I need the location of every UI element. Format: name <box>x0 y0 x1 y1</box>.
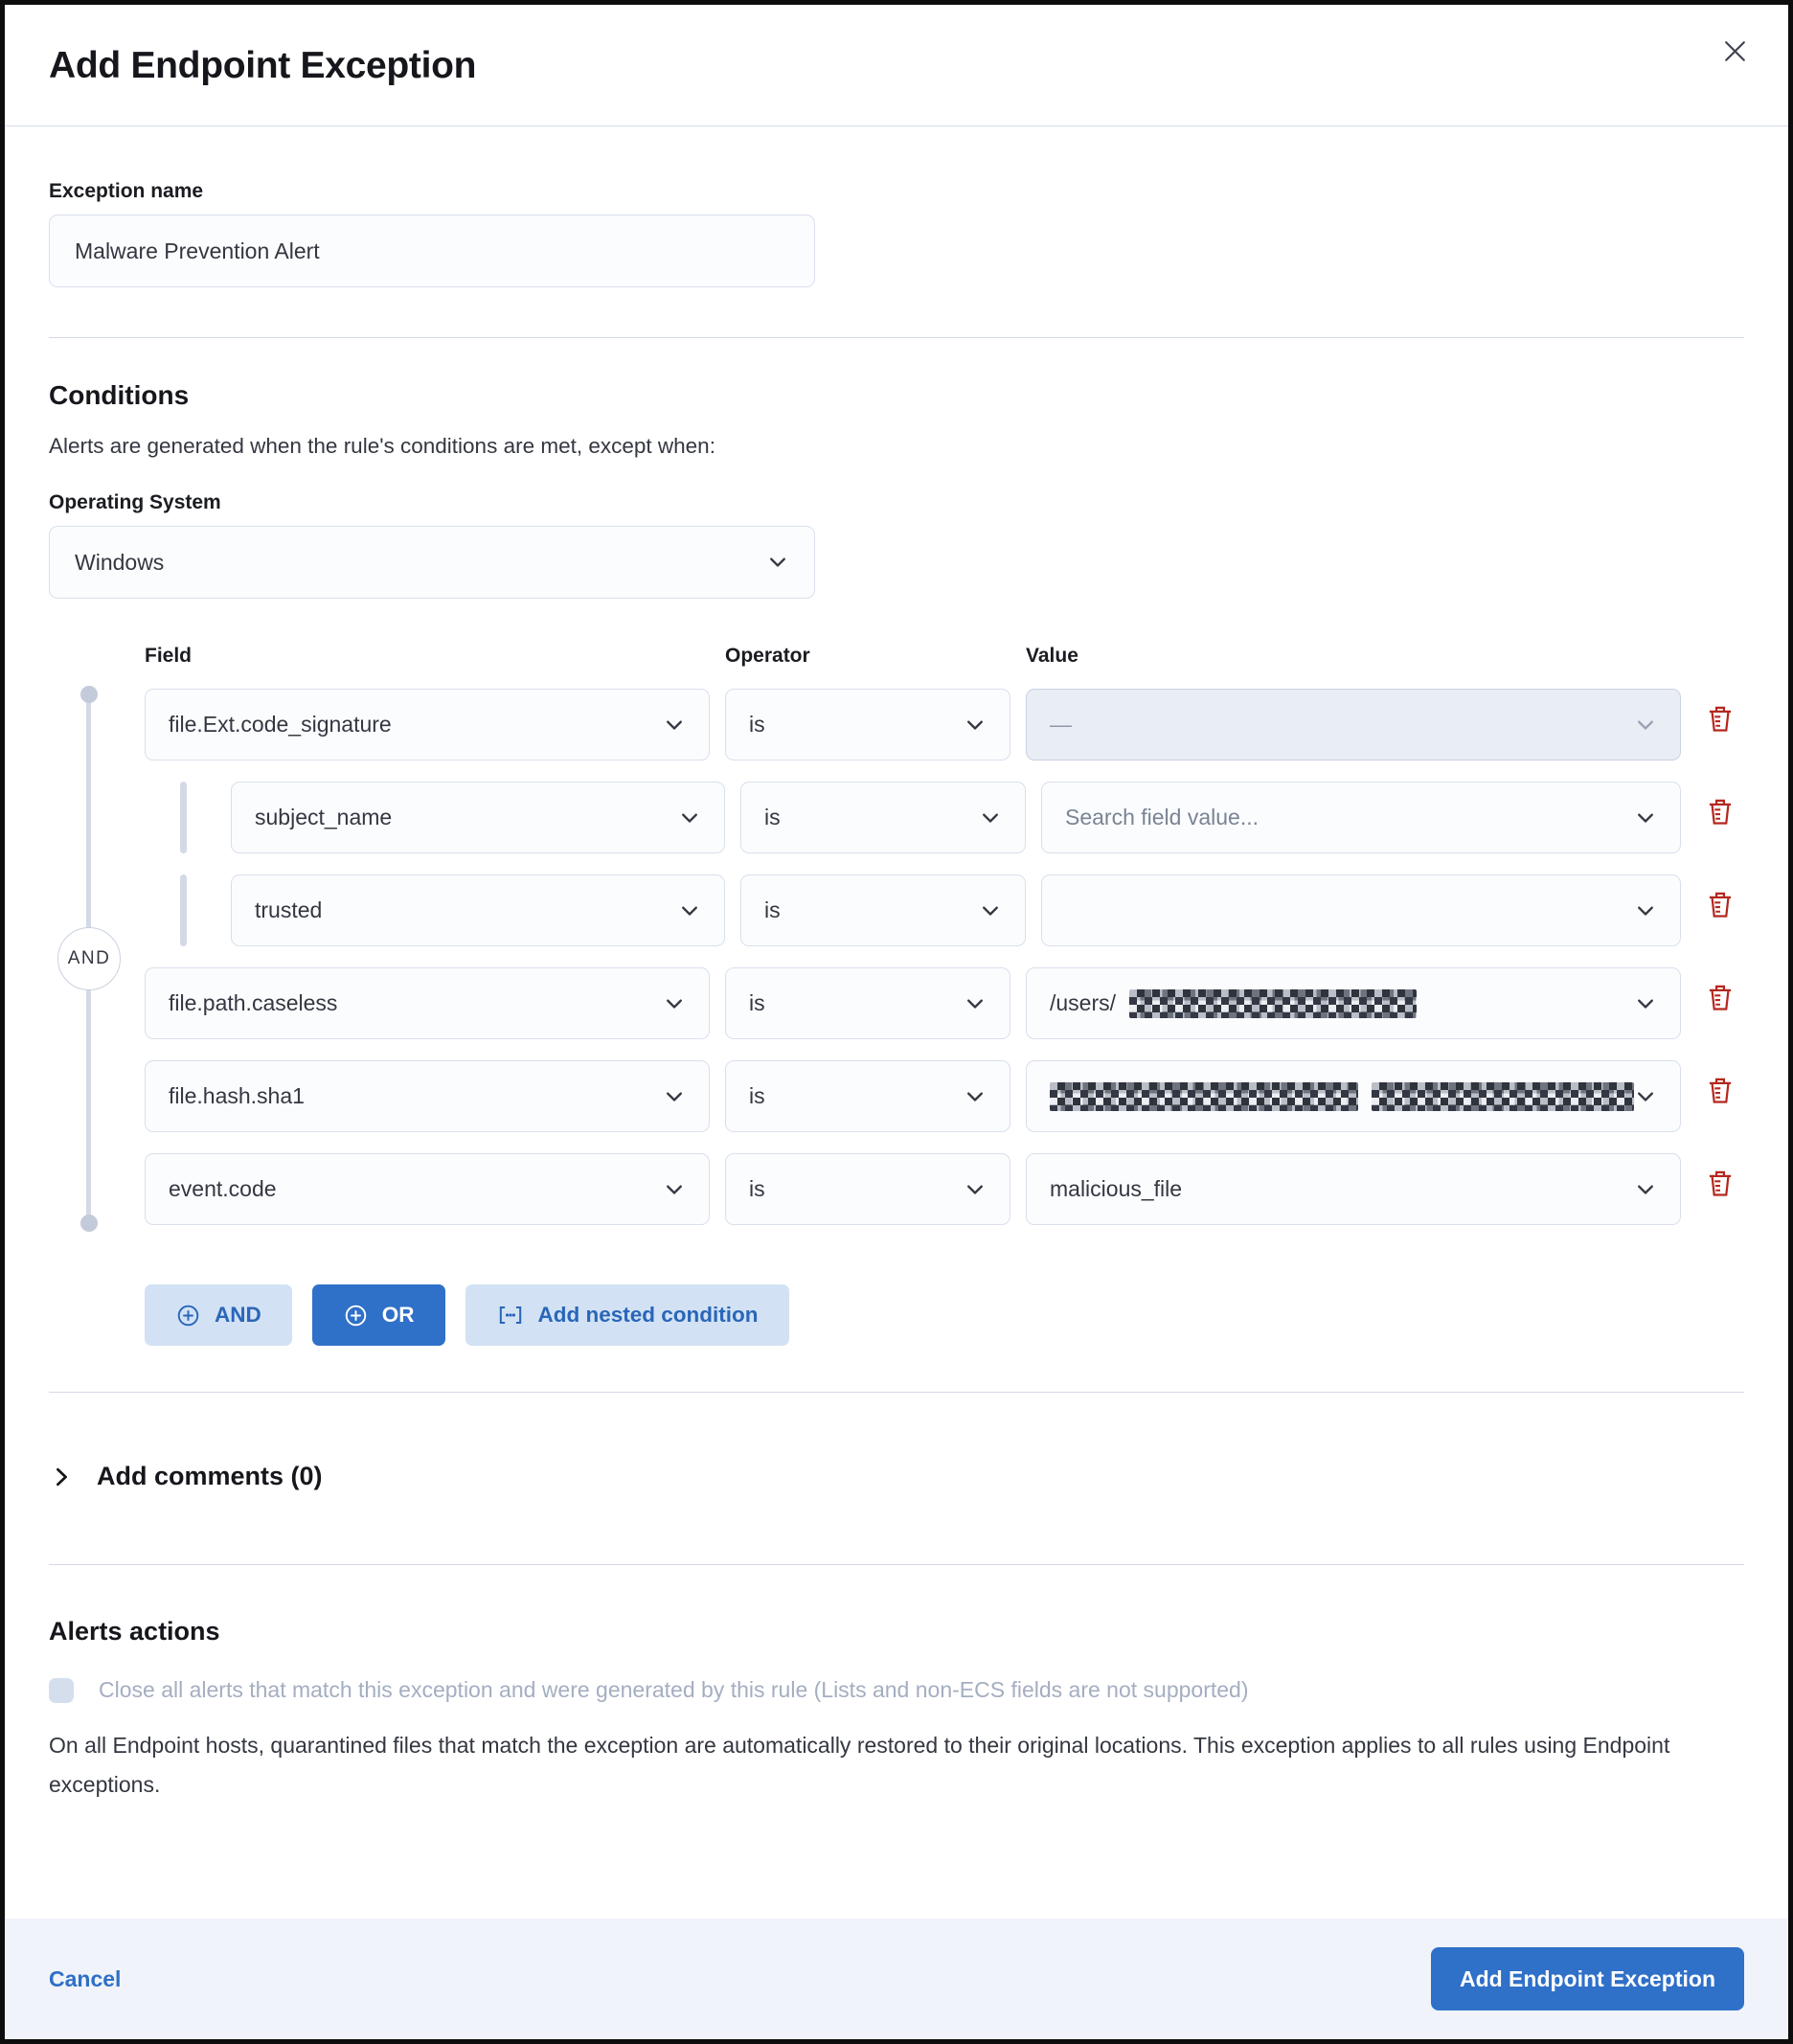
and-connector-badge: AND <box>57 927 121 990</box>
condition-row <box>145 1153 1744 1225</box>
chevron-down-icon <box>1634 806 1657 829</box>
chevron-down-icon <box>979 806 1002 829</box>
alerts-actions-description: On all Endpoint hosts, quarantined files that match the exception are automatically restored to their original locations. This exception applies to all rules using Endpoint exceptions. <box>49 1733 1670 1798</box>
chevron-down-icon <box>1634 1178 1657 1201</box>
exception-name-value: Malware Prevention Alert <box>75 238 320 263</box>
operator-select[interactable]: is <box>725 967 1010 1039</box>
add-comments-label: Add comments (0) <box>97 1462 323 1490</box>
chevron-down-icon <box>678 899 701 922</box>
chevron-down-icon <box>1634 899 1657 922</box>
delete-condition-button[interactable] <box>1696 1153 1744 1225</box>
delete-condition-button[interactable] <box>1696 689 1744 761</box>
condition-row <box>145 1060 1744 1132</box>
add-endpoint-exception-button[interactable]: Add Endpoint Exception <box>1431 1947 1744 2010</box>
operator-select[interactable]: is <box>740 874 1026 946</box>
chevron-down-icon <box>964 992 987 1015</box>
section-divider <box>49 1392 1744 1393</box>
chevron-down-icon <box>1634 1085 1657 1108</box>
chevron-down-icon <box>678 806 701 829</box>
operator-select[interactable]: is <box>740 782 1026 853</box>
chevron-down-icon <box>964 714 987 737</box>
operator-select[interactable]: is <box>725 689 1010 761</box>
redacted-value <box>1372 1082 1634 1111</box>
trash-icon <box>1705 890 1736 922</box>
chevron-down-icon <box>1634 992 1657 1015</box>
condition-row-nested <box>145 874 1744 946</box>
os-select[interactable] <box>49 526 815 599</box>
close-alerts-checkbox-row <box>49 1677 1744 1703</box>
conditions-description: Alerts are generated when the rule's conditions are met, except when: <box>49 434 715 458</box>
plus-circle-icon <box>343 1303 369 1329</box>
value-combobox[interactable]: malicious_file <box>1026 1153 1681 1225</box>
dialog-footer <box>5 1919 1788 2039</box>
condition-builder <box>67 641 1744 1346</box>
trash-icon <box>1705 1076 1736 1108</box>
section-divider <box>49 337 1744 338</box>
close-icon <box>1722 38 1748 64</box>
value-combobox[interactable]: /users/ <box>1026 967 1681 1039</box>
field-select[interactable]: file.Ext.code_signature <box>145 689 710 761</box>
field-select[interactable]: file.hash.sha1 <box>145 1060 710 1132</box>
close-alerts-checkbox[interactable] <box>49 1678 74 1703</box>
exception-name-input[interactable] <box>49 215 815 287</box>
alerts-actions-heading: Alerts actions <box>49 1617 220 1646</box>
condition-column-headers <box>145 641 1744 668</box>
cancel-button[interactable]: Cancel <box>49 1965 122 1991</box>
delete-condition-button[interactable] <box>1696 874 1744 946</box>
close-button[interactable] <box>1714 30 1756 72</box>
value-column-label: Value <box>1026 645 1078 667</box>
redacted-value <box>1050 1082 1358 1111</box>
chevron-down-icon <box>979 899 1002 922</box>
field-select[interactable]: event.code <box>145 1153 710 1225</box>
field-select[interactable]: file.path.caseless <box>145 967 710 1039</box>
operator-select[interactable]: is <box>725 1153 1010 1225</box>
chevron-down-icon <box>964 1085 987 1108</box>
chevron-down-icon <box>964 1178 987 1201</box>
delete-condition-button[interactable] <box>1696 782 1744 853</box>
chevron-right-icon <box>49 1465 74 1489</box>
field-select[interactable]: trusted <box>231 874 725 946</box>
conditions-heading: Conditions <box>49 380 190 410</box>
os-selected-value: Windows <box>75 549 165 575</box>
nested-brackets-icon <box>496 1303 525 1328</box>
dialog-header <box>5 5 1788 126</box>
field-column-label: Field <box>145 645 193 667</box>
condition-row <box>145 967 1744 1039</box>
value-select-disabled: — <box>1026 689 1681 761</box>
add-nested-condition-button[interactable]: Add nested condition <box>465 1284 789 1346</box>
value-combobox[interactable] <box>1026 1060 1681 1132</box>
close-alerts-checkbox-label: Close all alerts that match this exception and were generated by this rule (Lists and non-ECS fields are not supported) <box>99 1677 1249 1702</box>
trash-icon <box>1705 704 1736 737</box>
chevron-down-icon <box>1634 714 1657 737</box>
chevron-down-icon <box>766 551 789 574</box>
field-select[interactable]: subject_name <box>231 782 725 853</box>
chevron-down-icon <box>663 992 686 1015</box>
condition-row-nested <box>145 782 1744 853</box>
section-divider <box>49 1564 1744 1565</box>
condition-add-buttons <box>145 1284 1744 1346</box>
os-label: Operating System <box>49 491 221 513</box>
exception-name-label: Exception name <box>49 180 204 202</box>
delete-condition-button[interactable] <box>1696 967 1744 1039</box>
chevron-down-icon <box>663 714 686 737</box>
add-comments-accordion[interactable] <box>49 1462 1744 1491</box>
chevron-down-icon <box>663 1085 686 1108</box>
value-combobox[interactable] <box>1041 874 1681 946</box>
condition-row <box>145 689 1744 761</box>
delete-condition-button[interactable] <box>1696 1060 1744 1132</box>
trash-icon <box>1705 983 1736 1015</box>
plus-circle-icon <box>175 1303 201 1329</box>
add-and-button[interactable]: AND <box>145 1284 292 1346</box>
operator-select[interactable]: is <box>725 1060 1010 1132</box>
page-title: Add Endpoint Exception <box>49 45 477 86</box>
chevron-down-icon <box>663 1178 686 1201</box>
value-combobox[interactable]: Search field value... <box>1041 782 1681 853</box>
operator-column-label: Operator <box>725 645 810 667</box>
trash-icon <box>1705 797 1736 829</box>
redacted-value <box>1129 989 1417 1018</box>
add-or-button[interactable]: OR <box>312 1284 445 1346</box>
trash-icon <box>1705 1169 1736 1201</box>
